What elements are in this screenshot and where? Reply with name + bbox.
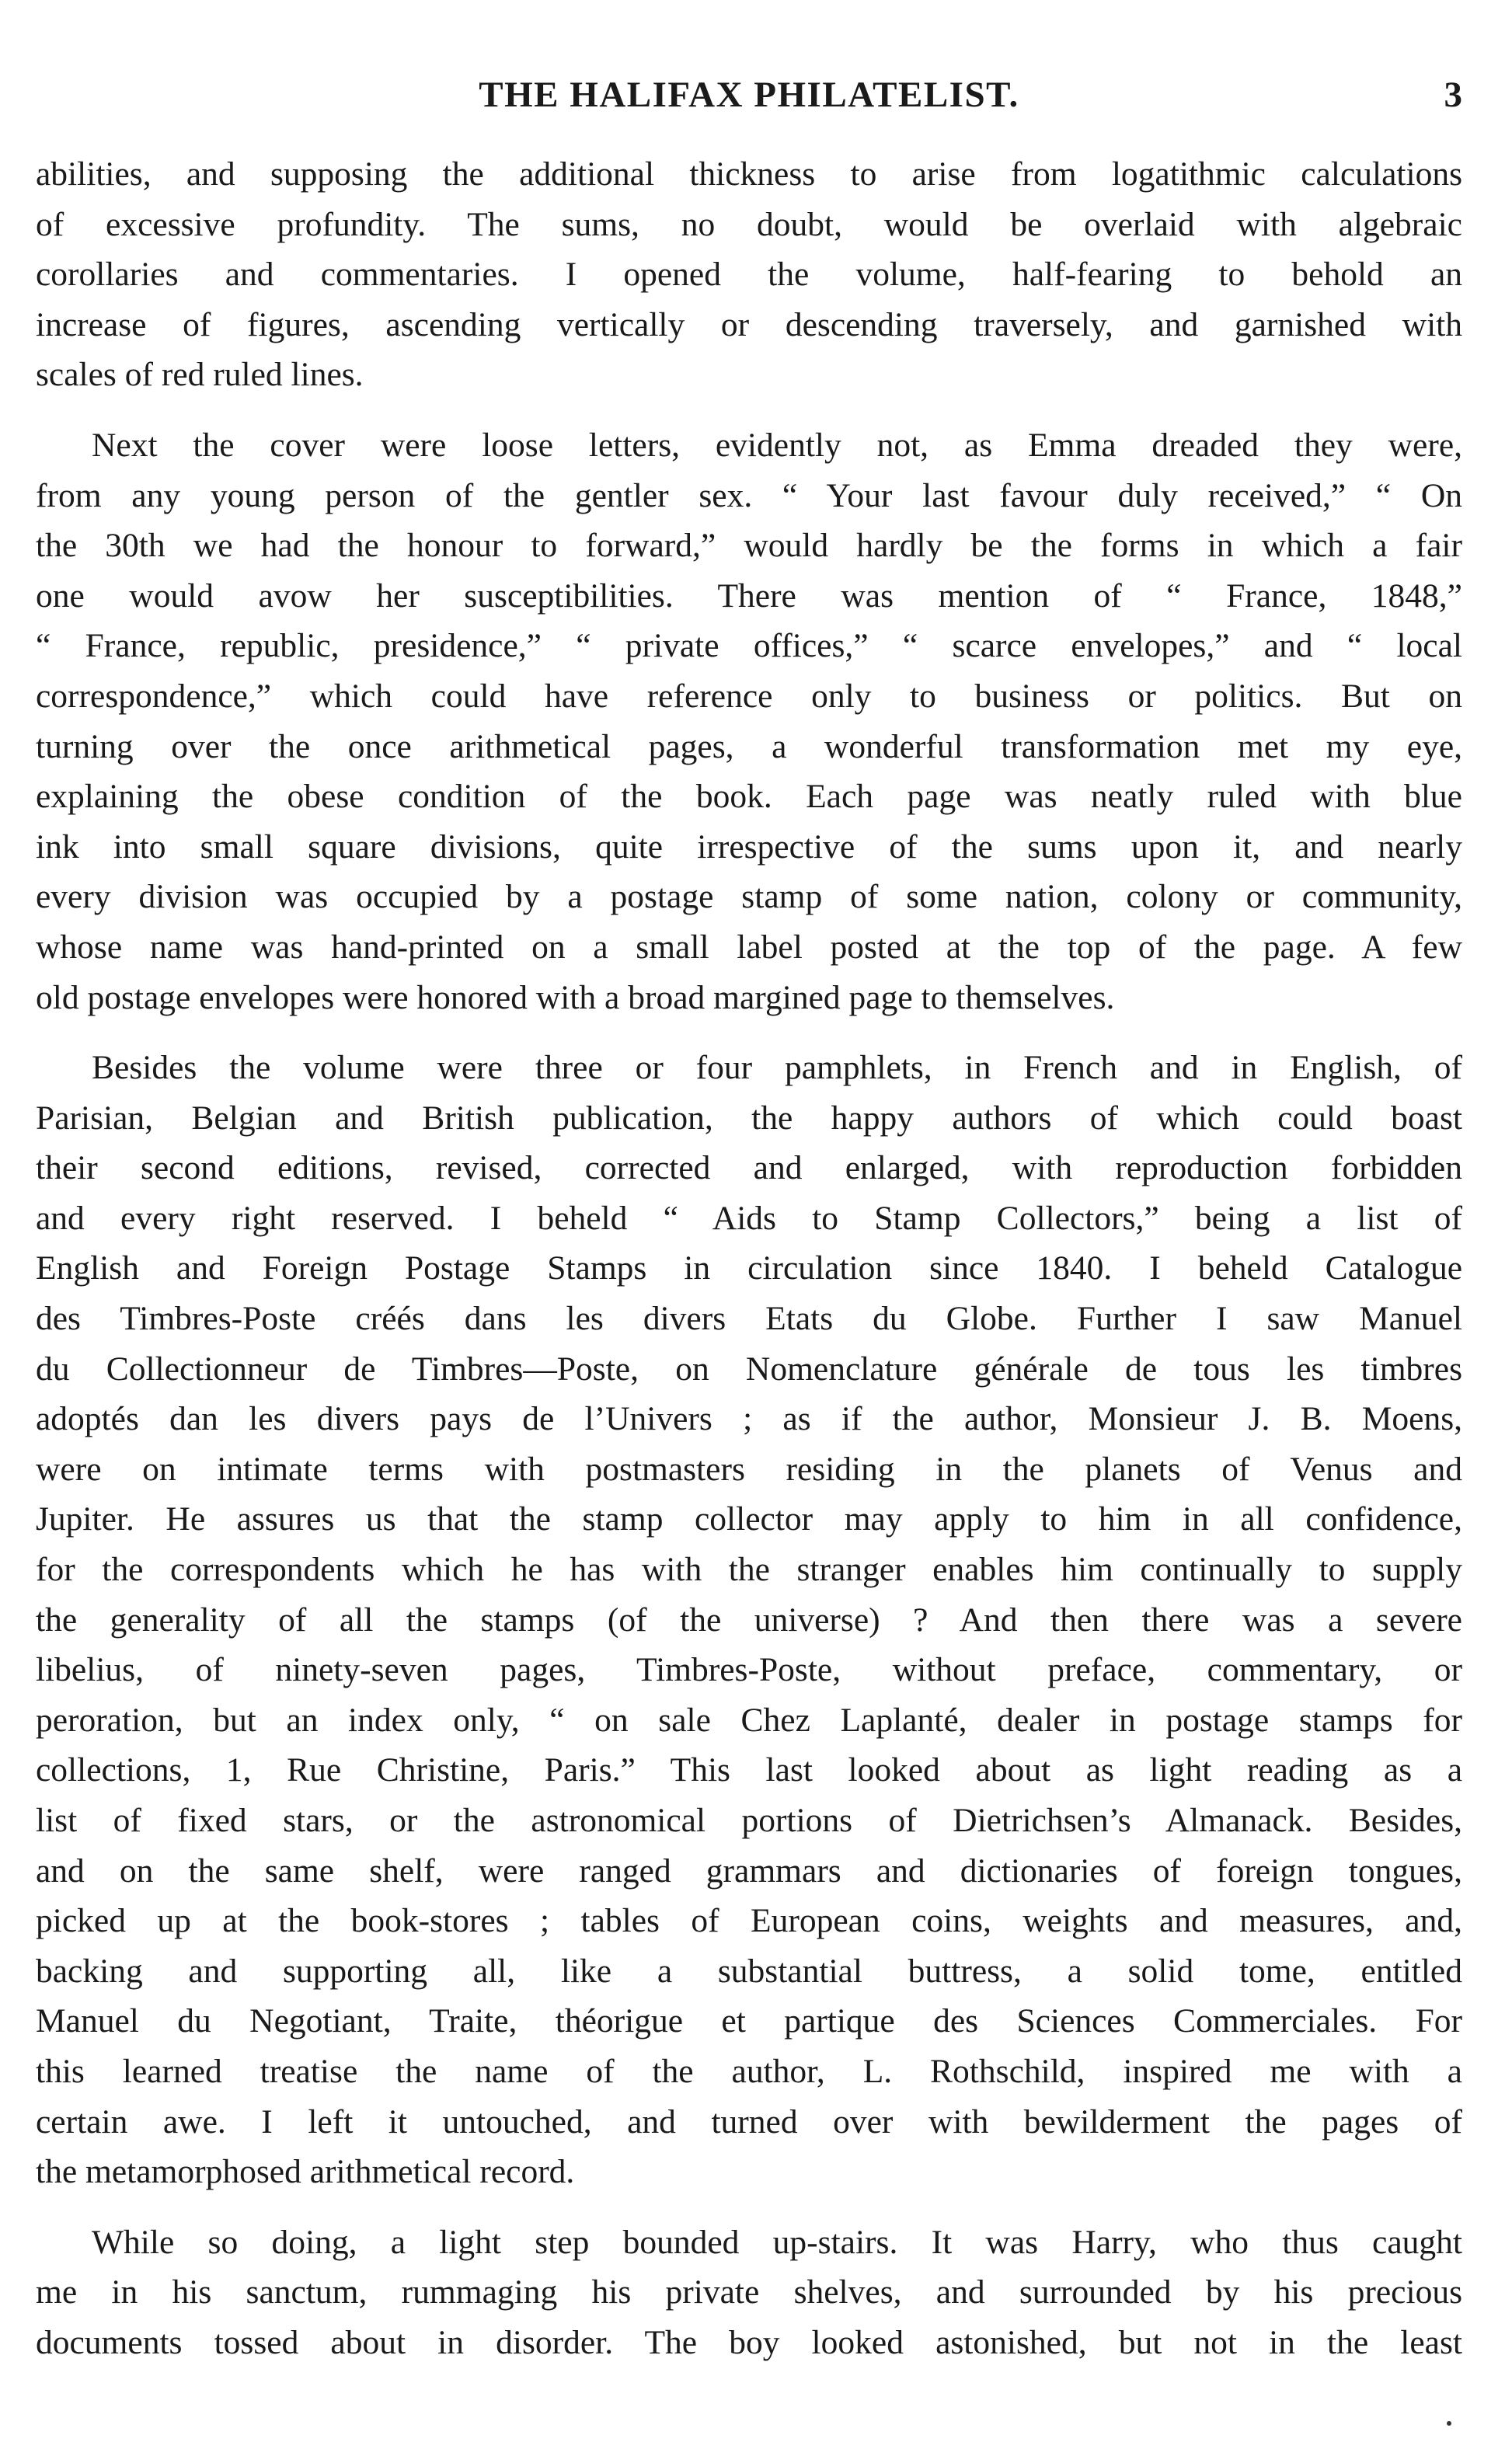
text-line: documents tossed about in disorder. The boy looked astonished, but not in the least: [36, 2323, 1462, 2361]
text-line: this learned treatise the name of the author, L. Rothschild, inspired me with a: [36, 2052, 1462, 2090]
text-line: Manuel du Negotiant, Traite, théorigue et partique des Sciences Commerciales. For: [36, 2002, 1462, 2040]
text-line: list of fixed stars, or the astronomical portions of Dietrichsen’s Almanack. Besides,: [36, 1802, 1462, 1839]
text-line: collections, 1, Rue Christine, Paris.” This last looked about as light reading as a: [36, 1751, 1462, 1789]
text-line: the 30th we had the honour to forward,” would hardly be the forms in which a fair: [36, 527, 1462, 565]
text-line: of excessive profundity. The sums, no doubt, would be overlaid with algebraic: [36, 205, 1462, 243]
text-line: peroration, but an index only, “ on sale Chez Laplanté, dealer in postage stamps for: [36, 1701, 1462, 1739]
paragraph: [36, 2217, 1462, 2368]
text-line: “ France, republic, presidence,” “ private offices,” “ scarce envelopes,” and “ local: [36, 627, 1462, 665]
text-line: old postage envelopes were honored with a broad margined page to themselves.: [36, 978, 1115, 1016]
text-line: correspondence,” which could have reference only to business or politics. But on: [36, 677, 1462, 715]
text-line: du Collectionneur de Timbres—Poste, on Nomenclature générale de tous les timbres: [36, 1350, 1462, 1388]
running-head: [36, 71, 1462, 118]
text-line: Jupiter. He assures us that the stamp collector may apply to him in all confidence,: [36, 1500, 1462, 1538]
text-line: the generality of all the stamps (of the universe) ? And then there was a severe: [36, 1601, 1462, 1639]
text-line: Parisian, Belgian and British publication, the happy authors of which could boast: [36, 1099, 1462, 1137]
running-title: THE HALIFAX PHILATELIST.: [479, 75, 1019, 115]
text-line: from any young person of the gentler sex. “ Your last favour duly received,” “ On: [36, 476, 1462, 514]
text-line: the metamorphosed arithmetical record.: [36, 2153, 575, 2191]
book-page: [36, 71, 1462, 2388]
text-line: increase of figures, ascending vertically or descending traversely, and garnished with: [36, 305, 1462, 343]
text-line: scales of red ruled lines.: [36, 356, 364, 394]
text-line: While so doing, a light step bounded up-stairs. It was Harry, who thus caught: [92, 2223, 1462, 2261]
text-line: adoptés dan les divers pays de l’Univers ; as if the author, Monsieur J. B. Moens,: [36, 1400, 1462, 1438]
text-line: and every right reserved. I beheld “ Aids to Stamp Collectors,” being a list of: [36, 1199, 1462, 1237]
text-line: certain awe. I left it untouched, and turned over with bewilderment the pages of: [36, 2102, 1462, 2141]
text-line: whose name was hand-printed on a small label posted at the top of the page. A few: [36, 928, 1462, 966]
paragraph: [36, 149, 1462, 400]
text-line: corollaries and commentaries. I opened the volume, half-fearing to behold an: [36, 256, 1462, 294]
text-line: backing and supporting all, like a substantial buttress, a solid tome, entitled: [36, 1952, 1462, 1990]
text-line: ink into small square divisions, quite irrespective of the sums upon it, and nearly: [36, 827, 1462, 866]
text-line: turning over the once arithmetical pages, a wonderful transformation met my eye,: [36, 727, 1462, 765]
paragraph: [36, 1043, 1462, 2197]
page-number: 3: [1444, 75, 1462, 115]
text-line: English and Foreign Postage Stamps in circulation since 1840. I beheld Catalogue: [36, 1249, 1462, 1287]
text-line: every division was occupied by a postage stamp of some nation, colony or community,: [36, 878, 1462, 916]
text-line: picked up at the book-stores ; tables of European coins, weights and measures, and,: [36, 1902, 1462, 1940]
text-line: des Timbres-Poste créés dans les divers Etats du Globe. Further I saw Manuel: [36, 1300, 1462, 1338]
text-line: Besides the volume were three or four pamphlets, in French and in English, of: [92, 1049, 1462, 1087]
text-line: explaining the obese condition of the book. Each page was neatly ruled with blue: [36, 778, 1462, 816]
text-line: their second editions, revised, corrected and enlarged, with reproduction forbidden: [36, 1149, 1462, 1187]
text-line: abilities, and supposing the additional thickness to arise from logatithmic calculations: [36, 155, 1462, 193]
text-line: one would avow her susceptibilities. There was mention of “ France, 1848,”: [36, 577, 1462, 615]
text-line: and on the same shelf, were ranged grammars and dictionaries of foreign tongues,: [36, 1852, 1462, 1890]
text-line: me in his sanctum, rummaging his private shelves, and surrounded by his precious: [36, 2273, 1462, 2311]
text-line: were on intimate terms with postmasters residing in the planets of Venus and: [36, 1450, 1462, 1488]
text-line: libelius, of ninety-seven pages, Timbres-Poste, without preface, commentary, or: [36, 1651, 1462, 1689]
paragraph: [36, 420, 1462, 1022]
print-speck: [1447, 2421, 1451, 2426]
body-text: [36, 149, 1462, 2368]
text-line: Next the cover were loose letters, evidently not, as Emma dreaded they were,: [92, 426, 1462, 464]
text-line: for the correspondents which he has with the stranger enables him continually to supply: [36, 1551, 1462, 1589]
